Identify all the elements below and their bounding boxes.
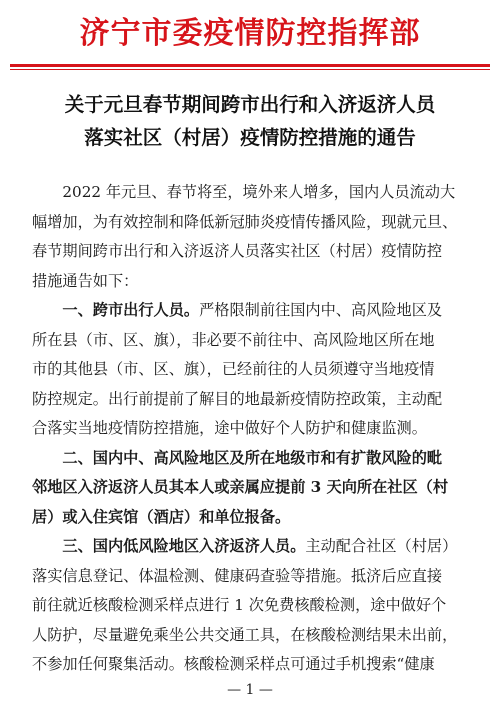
section-1-paragraph <box>32 296 472 444</box>
intro-paragraph <box>32 178 472 296</box>
notice-title-line-1: 关于元旦春节期间跨市出行和入济返济人员 <box>64 93 436 116</box>
notice-title <box>20 88 480 154</box>
section-2-line: 二、国内中、高风险地区及所在地级市和有扩散风险的毗 <box>62 448 443 467</box>
red-divider-thick <box>10 64 490 67</box>
section-1-line: 合落实当地疫情防控措施，途中做好个人防护和健康监测。 <box>32 419 427 437</box>
section-1-line: 所在县（市、区、旗），非必要不前往中、高风险地区所在地 <box>32 330 435 349</box>
section-1-first-line <box>32 296 472 326</box>
notice-title-line-2: 落实社区（村居）疫情防控措施的通告 <box>84 126 416 149</box>
intro-line: 2022 年元旦、春节将至，境外来人增多，国内人员流动大 <box>62 183 456 201</box>
intro-line: 春节期间跨市出行和入济返济人员落实社区（村居）疫情防控 <box>32 242 443 260</box>
section-1-heading: 一、跨市出行人员。 <box>62 301 200 319</box>
section-1-line: 防控规定。出行前提前了解目的地最新疫情防控政策，主动配 <box>32 389 443 408</box>
section-3-line: 不参加任何聚集活动。核酸检测采样点可通过手机搜索“健康 <box>32 655 435 673</box>
intro-line: 幅增加，为有效控制和降低新冠肺炎疫情传播风险，现就元旦、 <box>32 212 458 231</box>
section-2-line: 居）或入住宾馆（酒店）和单位报备。 <box>32 507 291 526</box>
section-2-paragraph <box>32 444 472 533</box>
section-3-first-text: 主动配合社区（村居） <box>305 537 458 555</box>
issuing-organization-header: 济宁市委疫情防控指挥部 <box>79 16 421 51</box>
red-divider-thin <box>10 69 490 70</box>
section-3-first-line <box>32 532 472 562</box>
section-3-paragraph <box>32 532 472 680</box>
section-3-heading: 三、国内低风险地区入济返济人员。 <box>62 537 306 555</box>
notice-body <box>32 178 472 680</box>
section-2-line: 邻地区入济返济人员其本人或亲属应提前 3 天向所在社区（村 <box>32 478 449 496</box>
section-3-line: 人防护，尽量避免乘坐公共交通工具，在核酸检测结果未出前， <box>32 625 458 644</box>
section-1-line: 市的其他县（市、区、旗），已经前往的人员须遵守当地疫情 <box>32 360 435 378</box>
section-1-first-text: 严格限制前往国内中、高风险地区及 <box>199 301 443 319</box>
page-number: — 1 — <box>227 682 273 698</box>
intro-line: 措施通告如下： <box>32 271 139 290</box>
section-3-line: 落实信息登记、体温检测、健康码查验等措施。抵济后应直接 <box>32 566 443 585</box>
section-3-line: 前往就近核酸检测采样点进行 1 次免费核酸检测，途中做好个 <box>32 596 447 614</box>
